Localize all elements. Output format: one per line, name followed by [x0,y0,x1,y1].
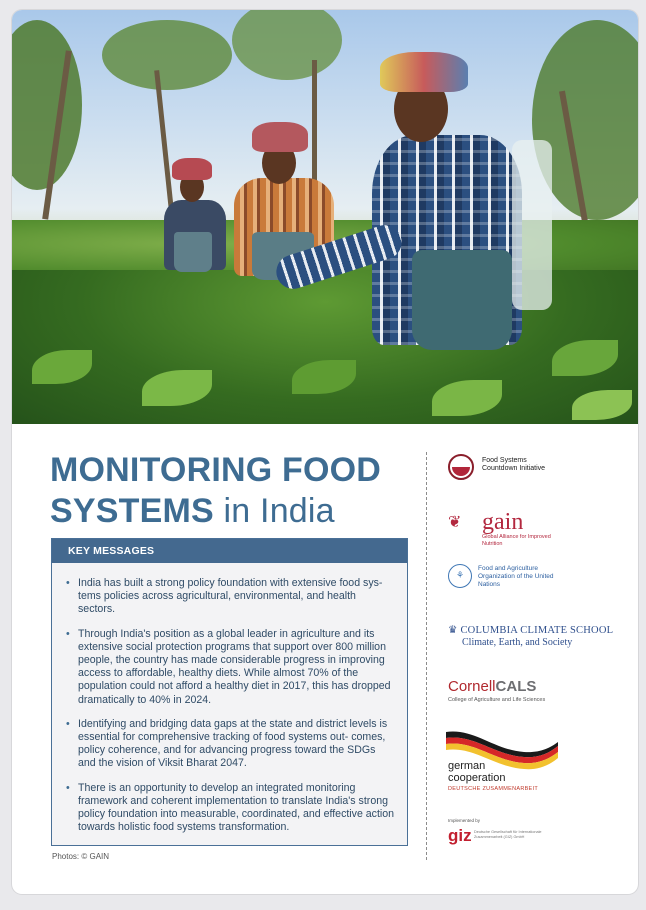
giz-logo-sub: Deutsche Gesellschaft für Internationale Zusammenarbeit (GIZ) GmbH [474,830,542,839]
flyer-page [12,10,638,894]
key-messages-box [51,538,408,846]
list-item [66,628,395,707]
german-cooperation-sub: DEUTSCHE ZUSAMMENARBEIT [448,786,539,792]
key-messages-list [52,563,407,834]
cornell-cals-logo: CornellCALS [448,678,537,695]
trunk [154,70,175,220]
title-light: in India [223,492,335,530]
list-item [66,577,395,617]
gain-logo-icon: ❦ [448,514,462,531]
apron [412,250,512,350]
tree-canopy [102,20,232,90]
bullet-text: Identifying and bridging data gaps at the state and district levels is essential for comprehensive tracking of food systems out- comes, policy coherence, and for advancing progress toward the SDGs and the vision of Viksit Bharat 2047. [78,717,388,770]
bullet-text: Through India's position as a global leader in agriculture and its extensive social protection programs that support over 800 million people, the country has made considerable progress in improving access to affordable, healthy diets. While almost 70% of the population could not afford a healthy diet in 2017, this has dropped dramatically to 40% in 2024. [78,627,391,706]
gain-logo-word: gain [482,509,524,535]
headscarf [172,158,212,180]
fao-logo-icon: ⚘ [448,564,472,588]
tree-canopy [232,10,342,80]
bullet-icon: • [66,627,70,640]
fsci-logo-text: Food Systems Countdown Initiative [482,457,546,472]
headscarf [380,52,468,92]
headscarf [252,122,308,152]
photo-credit: Photos: © GAIN [52,852,110,861]
apron [174,232,212,272]
german-cooperation-text: german cooperation [448,760,506,784]
columbia-logo-line1: ♛ COLUMBIA CLIMATE SCHOOL [448,625,614,636]
fao-logo-text: Food and Agriculture Organization of the United Nations [478,565,554,588]
key-messages-heading: KEY MESSAGES [52,539,407,563]
fsci-logo-icon [448,454,474,480]
bullet-text: India has built a strong policy foundation with extensive food sys- tems policies across agricultural, environmental, and health sectors. [78,577,383,616]
tea-sack [512,140,552,310]
tree-left [12,20,82,190]
bullet-icon: • [66,577,70,589]
column-divider [426,452,427,860]
list-item [66,782,395,835]
cornell-cals-sub: College of Agriculture and Life Sciences [448,697,546,703]
list-item [66,718,395,771]
giz-implemented-label: Implemented by [448,818,481,823]
title-bold: MONITORING FOOD SYSTEMS [50,451,382,530]
giz-logo: giz [448,826,472,845]
gain-logo-sub: Global Alliance for Improved Nutrition [482,534,551,547]
bullet-icon: • [66,717,70,730]
crown-icon: ♛ [448,625,461,636]
page-title [50,450,430,532]
bullet-icon: • [66,781,70,794]
hero-photo [12,10,638,424]
columbia-logo-line2: Climate, Earth, and Society [462,637,573,648]
bullet-text: There is an opportunity to develop an integrated monitoring framework and coherent implementation to translate India's strong policy foundation into measurable, coordinated, and effective action towards holistic food systems transformation. [78,781,395,834]
